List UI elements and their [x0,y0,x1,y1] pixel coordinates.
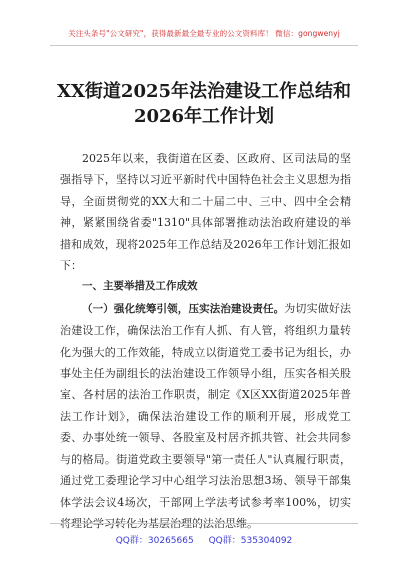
intro-paragraph: 2025年以来，我街道在区委、区政府、区司法局的坚强指导下，坚持以习近平新时代中国特色社会主义思想为指导，全面贯彻党的XX大和二十届二中、三中、四中全会精神，紧紧围绕省委"1310"具体部署推动法治政府建设的举措和成效，现将2025年工作总结及2026年工作计划汇报如下： [60,152,351,273]
section-heading: 一、主要举措及工作成效 [82,280,198,293]
footer-divider [50,523,358,524]
title-line-1: XX街道2025年法治建设工作总结和 [56,81,352,102]
footer-qq-group-1: QQ群：30265665 [115,536,194,546]
footer [0,533,408,546]
footer-qq-group-2: QQ群：535304092 [208,536,293,546]
header-divider [50,45,358,46]
header-promo: 关注头条号"公文研究"，获得最新最全最专业的公文资料库！ 微信：gongwenyj [68,29,340,38]
paragraph-1 [60,298,351,534]
paragraph-1-body: 为切实做好法治建设工作，确保法治工作有人抓、有人管，将组织力量转化为强大的工作效能，特成立以街道党工委书记为组长，办事处主任为副组长的法治建设工作领导小组，压实各相关股室、各村居的法治工作职责，制定《X区XX街道2025年普法工作计划》，确保法治建设工作的顺利开展，形成党工委、办事处统一领导、各股室及村居齐抓共管、社会共同参与的格局。街道党政主要领导"第一责任人"认真履行职责，通过党工委理论学习中心组学习法治思想3场、领导干部集体学法会议4场次，干部网上学法考试参考率100%，切实将理论学习转化为基层治理的法治思维。 [60,301,352,530]
paragraph-1-lead: （一）强化统筹引领，压实法治建设责任。 [82,302,285,315]
document-title [40,79,368,129]
document-body [60,148,351,534]
title-line-2: 2026年工作计划 [133,106,275,127]
